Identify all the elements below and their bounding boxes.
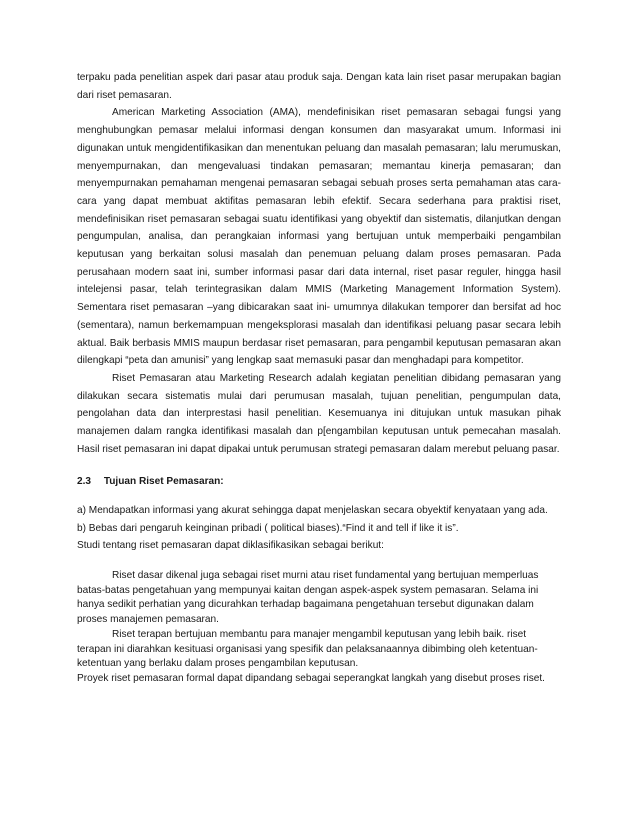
body-text — [77, 69, 561, 458]
paragraph-riset-terapan: Riset terapan bertujuan membantu para manajer mengambil keputusan yang lebih baik. riset terapan ini diarahkan kesituasi organisasi yang spesifik dan pelaksanaannya dibimbing oleh ketentuan-ketentuan yang berlaku dalam proses pengambilan keputusan. — [77, 628, 538, 670]
classification-intro: Studi tentang riset pemasaran dapat diklasifikasikan sebagai berikut: — [77, 540, 384, 552]
paragraph-riset-pemasaran: Riset Pemasaran atau Marketing Research adalah kegiatan penelitian dibidang pemasaran yang dilakukan secara sistematis mulai dari perumusan masalah, tujuan penelitian, pengumpulan data, pengolahan data dan interprestasi hasil penelitian. Kesemuanya ini ditujukan untuk masukan pihak manajemen dalam rangka identifikasi masalah dan p[engambilan keputusan untuk pemecahan masalah. Hasil riset pemasaran ini dapat dipakai untuk perumusan strategi pemasaran dalam merebut peluang pasar. — [77, 372, 561, 455]
paragraph-riset-dasar: Riset dasar dikenal juga sebagai riset murni atau riset fundamental yang bertujuan memperluas batas-batas pengetahuan yang mempunyai kaitan dengan aspek-aspek system pemasaran. Selama ini hanya sedikit perhatian yang dicurahkan terhadap bagaimana pengetahuan tersebut digunakan dalam proses manajemen pemasaran. — [77, 570, 539, 626]
classification-text — [77, 569, 561, 687]
paragraph-continuation: terpaku pada penelitian aspek dari pasar atau produk saja. Dengan kata lain riset pasar merupakan bagian dari riset pemasaran. — [77, 72, 561, 101]
goal-item-a: a) Mendapatkan informasi yang akurat sehingga dapat menjelaskan secara obyektif kenyataan yang ada. — [77, 505, 548, 516]
goals-list — [77, 502, 561, 555]
paragraph-ama-definition: American Marketing Association (AMA), mendefinisikan riset pemasaran sebagai fungsi yang menghubungkan pemasar melalui informasi dengan konsumen dan masyarakat umum. Informasi ini digunakan untuk mengidentifikasikan dan menentukan peluang dan masalah pemasaran; lalu merumuskan, menyempurnakan, dan mengevaluasi tindakan pemasaran; memantau kinerja pemasaran; dan menyempurnakan pemahaman mengenai pemasaran sebagai sebuah proses serta pemahaman atas cara-cara yang dapat membuat aktifitas pemasaran lebih efektif. Secara sederhana para praktisi riset, mendefinisikan riset pemasaran sebagai suatu identifikasi yang obyektif dan sistematis, dilanjutkan dengan pengumpulan, analisa, dan perangkaian informasi yang bertujuan untuk memperbaiki pengambilan keputusan yang berkaitan solusi masalah dan penemuan peluang dalam proses pemasaran. Pada perusahaan modern saat ini, sumber informasi pasar dari data internal, riset pasar reguler, hingga hasil intelejensi pasar, telah terintegrasikan dalam MMIS (Marketing Management Information System). Sementara riset pemasaran –yang dibicarakan saat ini- umumnya dilakukan temporer dan bersifat ad hoc (sementara), namun berkemampuan mengeksplorasi masalah dan identifikasi peluang pasar secara lebih aktual. Baik berbasis MMIS maupun berdasar riset pemasaran, para pengambil keputusan pemasaran akan dilengkapi “peta dan amunisi” yang lengkap saat memasuki pasar dan menghadapi para kompetitor. — [77, 107, 561, 367]
paragraph-proyek-riset: Proyek riset pemasaran formal dapat dipandang sebagai seperangkat langkah yang disebut proses riset. — [77, 672, 545, 684]
goal-item-b: b) Bebas dari pengaruh keinginan pribadi ( political biases).“Find it and tell if like it is”. — [77, 522, 459, 534]
section-number: 2.3 — [77, 476, 92, 487]
section-heading — [77, 473, 561, 491]
section-title: Tujuan Riset Pemasaran: — [103, 476, 224, 487]
